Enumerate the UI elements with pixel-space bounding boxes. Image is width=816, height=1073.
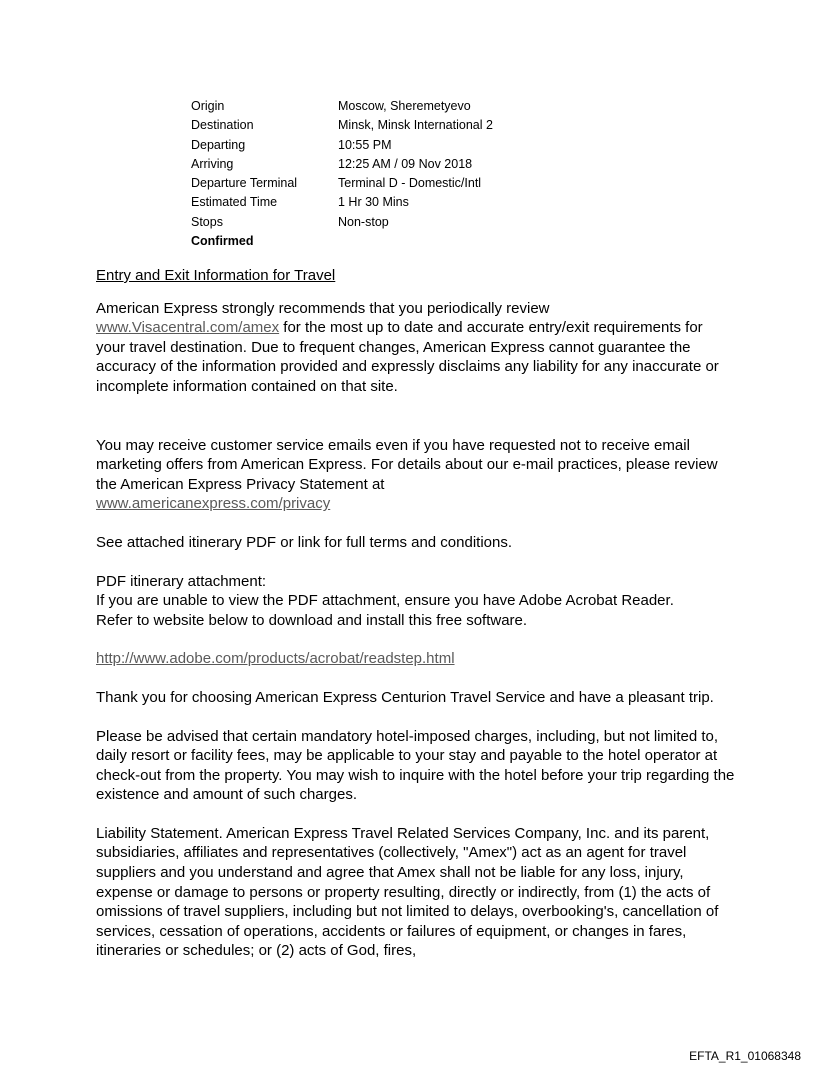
departure-terminal-value: Terminal D - Domestic/Intl (338, 176, 482, 191)
flight-details-table (191, 97, 493, 251)
pdf-heading: PDF itinerary attachment: (96, 572, 267, 590)
arriving-label: Arriving (191, 156, 234, 171)
estimated-time-label: Estimated Time (191, 195, 278, 210)
flight-row-stops (191, 213, 493, 232)
entry-exit-text-start: American Express strongly recommends that you periodically review (96, 299, 550, 317)
pdf-line-2: Refer to website below to download and install this free software. (96, 611, 528, 629)
privacy-text: You may receive customer service emails even if you have requested not to receive email marketing offers from American Express. For details about our e-mail practices, please review the American Express Privacy Statement at (96, 436, 718, 493)
visacentral-link[interactable]: www.Visacentral.com/amex (96, 319, 280, 337)
adobe-link-paragraph (96, 649, 736, 669)
flight-row-departure-terminal (191, 174, 493, 193)
flight-row-estimated-time (191, 193, 493, 212)
estimated-time-value: 1 Hr 30 Mins (338, 195, 409, 210)
departing-value: 10:55 PM (338, 137, 392, 152)
arriving-value: 12:25 AM / 09 Nov 2018 (338, 156, 473, 171)
flight-row-departing (191, 136, 493, 155)
adobe-download-link[interactable]: http://www.adobe.com/products/acrobat/readstep.html (96, 650, 455, 668)
stops-label: Stops (191, 214, 223, 229)
entry-exit-title: Entry and Exit Information for Travel (96, 267, 336, 284)
hotel-charges-paragraph: Please be advised that certain mandatory hotel-imposed charges, including, but not limited to, daily resort or facility fees, may be applicable to your stay and payable to the hotel operator at check-out from the property. You may wish to inquire with the hotel before your trip regarding the existence and amount of such charges. (96, 727, 735, 804)
liability-paragraph: Liability Statement. American Express Travel Related Services Company, Inc. and its parent, subsidiaries, affiliates and representatives (collectively, "Amex") act as an agent for travel suppliers and you understand and agree that Amex shall not be liable for any loss, injury, expense or damage to persons or property resulting, directly or indirectly, from (1) the acts of omissions of travel suppliers, including but not limited to delays, overbooking's, cancellation of services, cessation of operations, accidents or failures of equipment, or changes in fares, itineraries or schedules; or (2) acts of God, fires, (96, 824, 719, 960)
pdf-line-1: If you are unable to view the PDF attachment, ensure you have Adobe Acrobat Reader. (96, 592, 674, 610)
document-body (96, 266, 736, 961)
entry-exit-paragraph (96, 299, 736, 397)
entry-exit-text-rest: for the most up to date and accurate entry/exit requirements for your travel destination. Due to frequent changes, American Express cannot guarantee the accuracy of the information provided and expressly disclaims any liability for any inaccurate or incomplete information contained on that site. (96, 319, 719, 395)
destination-label: Destination (191, 118, 254, 133)
origin-label: Origin (191, 99, 225, 113)
stops-value: Non-stop (338, 214, 389, 229)
terms-note: See attached itinerary PDF or link for full terms and conditions. (96, 533, 513, 551)
thanks-paragraph: Thank you for choosing American Express Centurion Travel Service and have a pleasant trip. (96, 688, 714, 706)
destination-value: Minsk, Minsk International 2 (338, 118, 493, 133)
privacy-link[interactable]: www.americanexpress.com/privacy (96, 495, 331, 513)
privacy-paragraph (96, 436, 736, 514)
pdf-paragraph (96, 572, 736, 631)
departure-terminal-label: Departure Terminal (191, 176, 298, 191)
flight-row-destination (191, 116, 493, 135)
booking-status: Confirmed (191, 234, 254, 249)
departing-label: Departing (191, 137, 246, 152)
origin-value: Moscow, Sheremetyevo (338, 99, 471, 113)
flight-row-origin (191, 97, 493, 116)
document-id: EFTA_R1_01068348 (689, 1049, 801, 1063)
flight-row-status (191, 232, 493, 251)
flight-row-arriving (191, 155, 493, 174)
